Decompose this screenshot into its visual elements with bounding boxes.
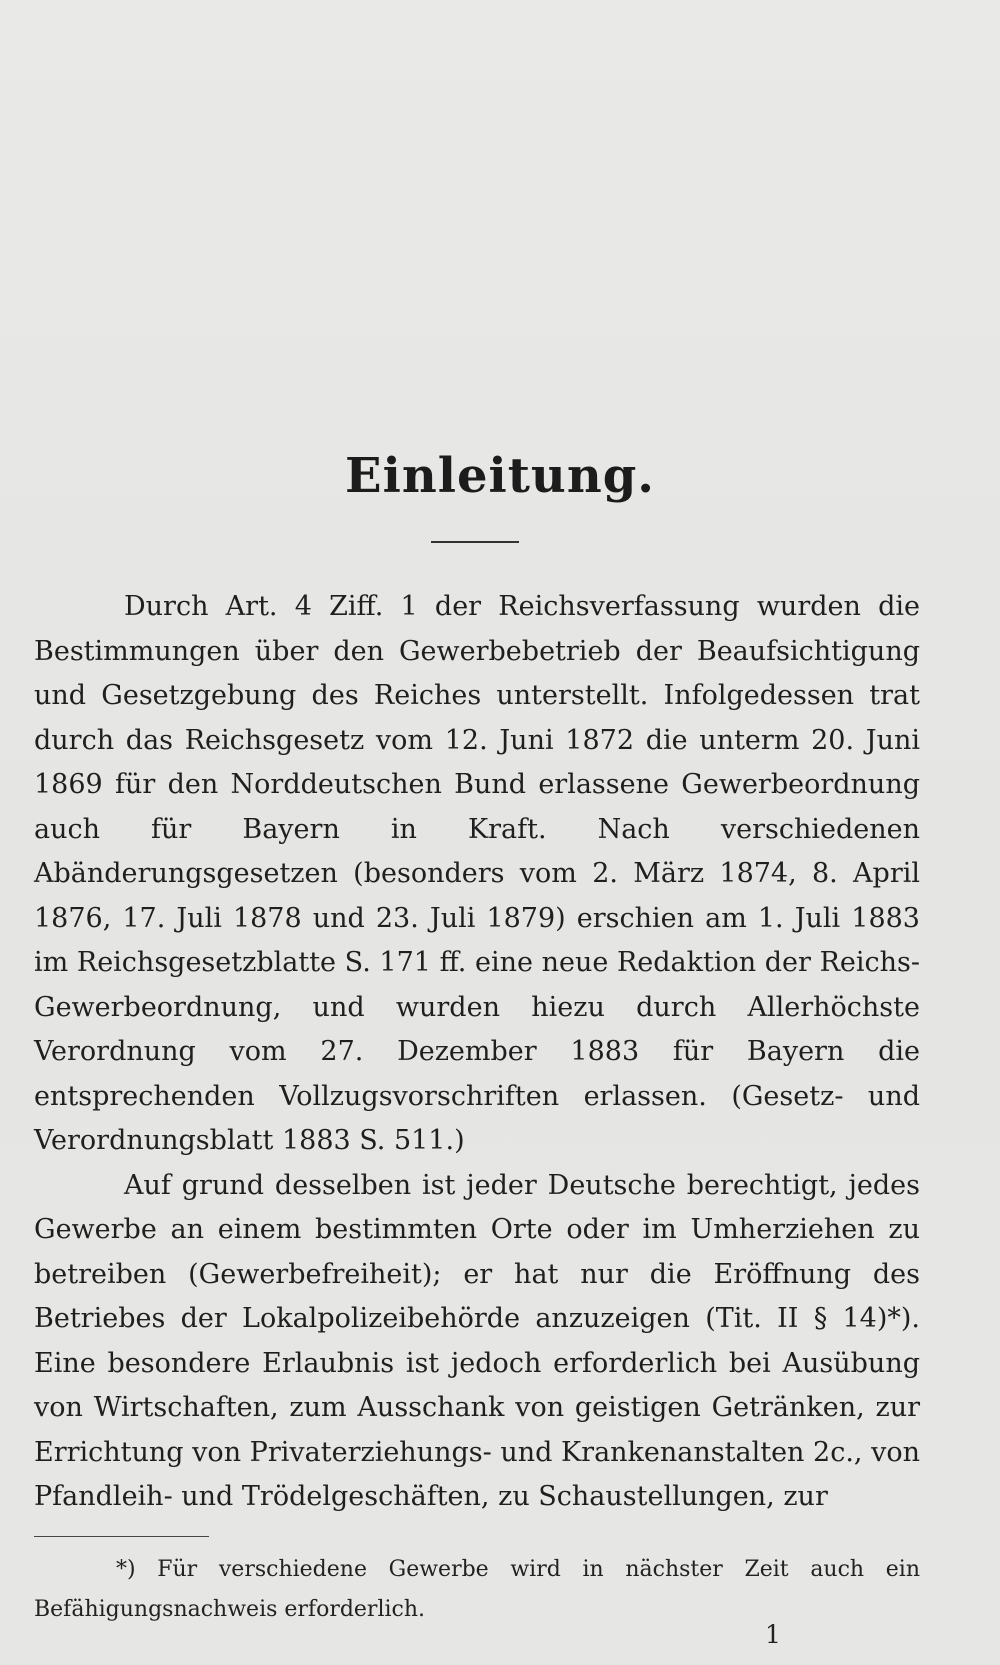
chapter-title: Einleitung.: [345, 448, 655, 504]
footnote: [34, 1550, 920, 1630]
footnote-text: *) Für verschiedene Gewerbe wird in nächster Zeit auch ein Befähigungsnachweis erforderlich.: [34, 1557, 920, 1622]
body-text: [34, 585, 920, 1520]
footnote-divider: [34, 1536, 209, 1537]
page-number: 1: [765, 1620, 781, 1649]
title-divider: [431, 541, 519, 543]
paragraph-1: Durch Art. 4 Ziff. 1 der Reichsverfassung wurden die Bestimmungen über den Gewerbebetrieb der Beaufsichtigung und Gesetzgebung des Reiches unterstellt. Infolgedessen trat durch das Reichsgesetz vom 12. Juni 1872 die unterm 20. Juni 1869 für den Norddeutschen Bund erlassene Gewerbeordnung auch für Bayern in Kraft. Nach verschiedenen Abänderungsgesetzen (besonders vom 2. März 1874, 8. April 1876, 17. Juli 1878 und 23. Juli 1879) erschien am 1. Juli 1883 im Reichsgesetzblatte S. 171 ff. eine neue Redaktion der Reichs-Gewerbeordnung, und wurden hiezu durch Allerhöchste Verordnung vom 27. Dezember 1883 für Bayern die entsprechenden Vollzugsvorschriften erlassen. (Gesetz- und Verordnungsblatt 1883 S. 511.): [34, 591, 920, 1156]
paragraph-2: Auf grund desselben ist jeder Deutsche berechtigt, jedes Gewerbe an einem bestimmten Orte oder im Umherziehen zu betreiben (Gewerbefreiheit); er hat nur die Eröffnung des Betriebes der Lokalpolizeibehörde anzuzeigen (Tit. II § 14)*). Eine besondere Erlaubnis ist jedoch erforderlich bei Ausübung von Wirtschaften, zum Ausschank von geistigen Getränken, zur Errichtung von Privaterziehungs- und Krankenanstalten 2c., von Pfandleih- und Trödelgeschäften, zu Schaustellungen, zur: [34, 1169, 920, 1512]
